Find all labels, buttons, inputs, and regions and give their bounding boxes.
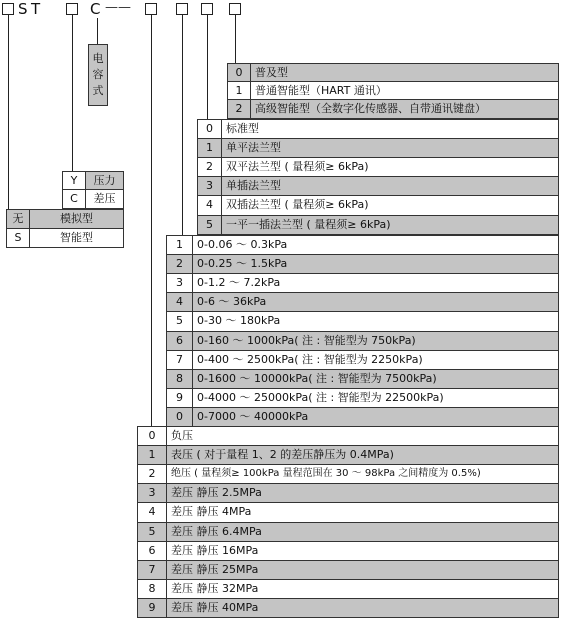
row-code: 1 [166, 235, 193, 255]
capacitive-char-3: 式 [92, 84, 104, 97]
row-text: 差压 静压 32MPa [166, 579, 559, 599]
row-text: 单插法兰型 [221, 176, 559, 196]
row-code: 4 [166, 292, 193, 312]
row-text: 普及型 [250, 63, 559, 82]
row-code: 4 [197, 195, 222, 216]
code-box-pressure [145, 3, 157, 15]
row-text: 0-7000 ～ 40000kPa [192, 407, 559, 427]
row-text: 差压 [85, 189, 124, 209]
row-text: 高级智能型（全数字化传感器、自带通讯键盘） [250, 99, 559, 119]
row-text: 绝压 ( 量程须≥ 100kPa 量程范围在 30 ～ 98kPa 之间精度为 0.5%) [166, 464, 559, 484]
code-letter-t: T [31, 0, 41, 18]
row-text: 模拟型 [29, 209, 124, 229]
row-code: 5 [197, 215, 222, 235]
row-code: 6 [137, 541, 167, 561]
connector-flange [207, 15, 208, 119]
row-code: 无 [6, 209, 30, 229]
capacitive-type-label [88, 44, 108, 106]
row-code: 1 [197, 138, 222, 158]
code-box-signal [2, 3, 14, 15]
code-box-measure [66, 3, 78, 15]
row-code: 2 [197, 157, 222, 177]
row-code: 2 [227, 99, 251, 119]
capacitive-char-2: 容 [92, 68, 104, 81]
row-text: 差压 静压 2.5MPa [166, 483, 559, 503]
code-box-flange [201, 3, 213, 15]
code-dash: —— [105, 0, 131, 15]
row-text: 差压 静压 40MPa [166, 598, 559, 618]
row-text: 负压 [166, 426, 559, 446]
row-text: 单平法兰型 [221, 138, 559, 158]
connector-capacitive [97, 18, 98, 44]
row-code: 2 [137, 464, 167, 484]
row-code: 0 [137, 426, 167, 446]
row-code: 2 [166, 254, 193, 274]
row-code: 9 [166, 388, 193, 408]
connector-measure [72, 15, 73, 171]
row-text: 0-1.2 ～ 7.2kPa [192, 273, 559, 293]
row-text: 智能型 [29, 228, 124, 248]
row-code: 3 [166, 273, 193, 293]
row-code: 0 [197, 119, 222, 139]
row-code: 0 [166, 407, 193, 427]
row-text: 普通智能型（HART 通讯） [250, 81, 559, 100]
row-text: 0-6 ～ 36kPa [192, 292, 559, 312]
row-text: 标准型 [221, 119, 559, 139]
code-letter-c: C [90, 0, 101, 18]
row-code: 7 [166, 350, 193, 370]
code-box-smart [229, 3, 241, 15]
connector-range [182, 15, 183, 235]
row-code: 1 [227, 81, 251, 100]
row-text: 0-4000 ～ 25000kPa( 注 : 智能型为 22500kPa) [192, 388, 559, 408]
row-code: 6 [166, 331, 193, 351]
row-text: 0-30 ～ 180kPa [192, 311, 559, 332]
row-code: 8 [166, 369, 193, 389]
row-text: 0-0.25 ～ 1.5kPa [192, 254, 559, 274]
row-text: 0-0.06 ～ 0.3kPa [192, 235, 559, 255]
row-code: 3 [137, 483, 167, 503]
row-text: 0-1600 ～ 10000kPa( 注 : 智能型为 7500kPa) [192, 369, 559, 389]
row-text: 差压 静压 4MPa [166, 502, 559, 523]
row-code: C [62, 189, 86, 209]
row-code: S [6, 228, 30, 248]
code-box-range [176, 3, 188, 15]
connector-signal [8, 15, 9, 212]
row-code: 7 [137, 560, 167, 580]
row-text: 压力 [85, 171, 124, 190]
connector-pressure [151, 15, 152, 426]
row-code: 5 [166, 311, 193, 332]
row-code: 4 [137, 502, 167, 523]
code-letter-s: S [18, 0, 28, 18]
row-text: 差压 静压 25MPa [166, 560, 559, 580]
row-text: 双平法兰型 ( 量程须≥ 6kPa) [221, 157, 559, 177]
row-code: 5 [137, 522, 167, 542]
row-text: 差压 静压 6.4MPa [166, 522, 559, 542]
row-code: 8 [137, 579, 167, 599]
connector-smart [235, 15, 236, 63]
capacitive-char-1: 电 [92, 52, 104, 65]
row-text: 一平一插法兰型 ( 量程须≥ 6kPa) [221, 215, 559, 235]
row-code: 3 [197, 176, 222, 196]
row-text: 0-160 ～ 1000kPa( 注 : 智能型为 750kPa) [192, 331, 559, 351]
row-text: 0-400 ～ 2500kPa( 注 : 智能型为 2250kPa) [192, 350, 559, 370]
row-code: 1 [137, 445, 167, 465]
row-code: Y [62, 171, 86, 190]
row-text: 差压 静压 16MPa [166, 541, 559, 561]
row-text: 双插法兰型 ( 量程须≥ 6kPa) [221, 195, 559, 216]
row-code: 0 [227, 63, 251, 82]
row-text: 表压 ( 对于量程 1、2 的差压静压为 0.4MPa) [166, 445, 559, 465]
row-code: 9 [137, 598, 167, 618]
